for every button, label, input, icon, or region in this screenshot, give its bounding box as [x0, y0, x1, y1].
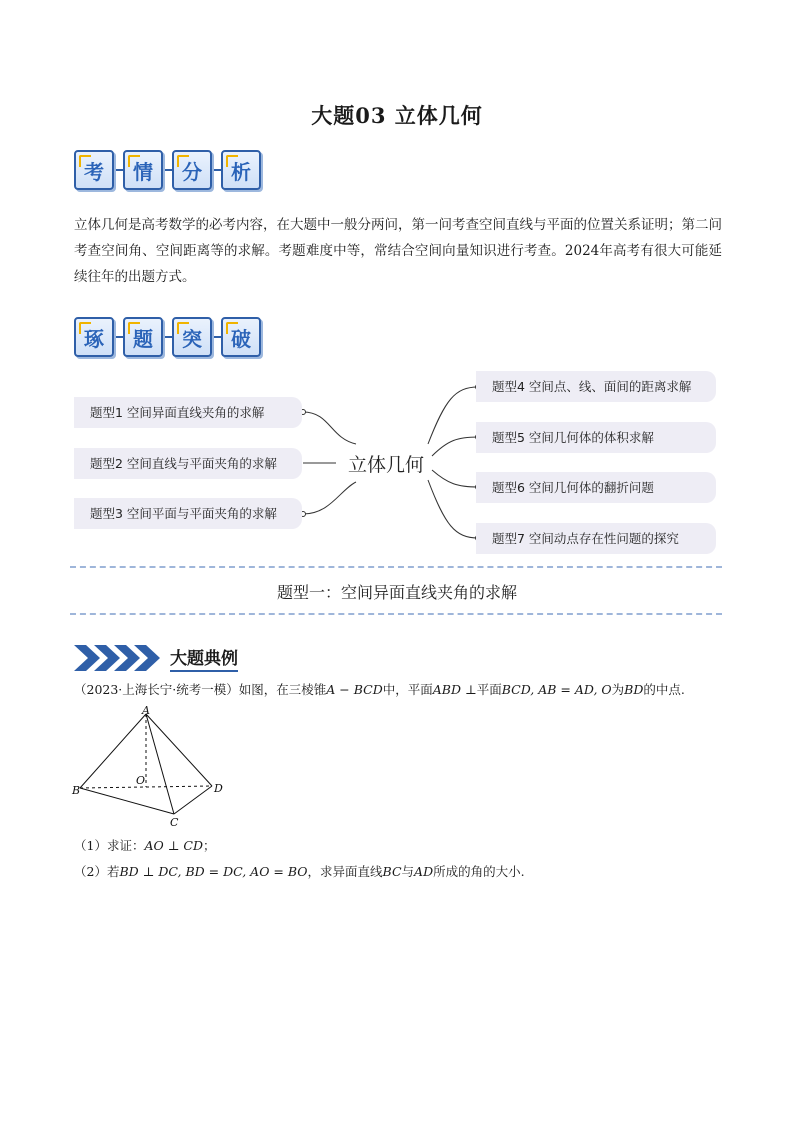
mindmap-item-type7: 题型7 空间动点存在性问题的探究 — [476, 523, 716, 554]
badge-connector — [163, 336, 172, 338]
badge-char: 情 — [123, 150, 163, 190]
problem-text: 的中点. — [643, 682, 685, 697]
connector-right-7 — [428, 480, 478, 538]
connector-right-4 — [428, 387, 478, 444]
question-number: （1）求证： — [74, 838, 145, 853]
analysis-paragraph: 立体几何是高考数学的必考内容，在大题中一般分两问，第一问考查空间直线与平面的位置关系证明；第二问考查空间角、空间距离等的求解。考题难度中等，常结合空间向量知识进行考查。2024年高考有很大可能延续往年的出题方式。 — [74, 217, 722, 285]
analysis-badge-row — [74, 148, 261, 192]
point-label-o: O — [136, 774, 146, 787]
page-title: 大题03 立体几何 — [311, 103, 483, 128]
vertex-label-c: C — [170, 816, 179, 829]
badge-char: 破 — [221, 317, 261, 357]
mindmap-center: 立体几何 — [348, 454, 425, 476]
badge-char: 分 — [172, 150, 212, 190]
badge-char: 突 — [172, 317, 212, 357]
badge-char: 题 — [123, 317, 163, 357]
mindmap-item-type6: 题型6 空间几何体的翻折问题 — [476, 472, 716, 503]
math-expr: AD — [414, 864, 434, 879]
connector-right-6 — [432, 470, 478, 487]
example-banner — [74, 644, 238, 672]
math-expr: BC — [382, 864, 402, 879]
problem-text: 平面 — [476, 682, 502, 697]
mindmap-item-type3: 题型3 空间平面与平面夹角的求解 — [74, 498, 302, 529]
breakthrough-badge-row — [74, 315, 261, 359]
vertex-label-b: B — [72, 784, 81, 797]
connector-right-5 — [432, 437, 478, 456]
question-text: ，求异面直线 — [307, 864, 383, 879]
mindmap-item-type5: 题型5 空间几何体的体积求解 — [476, 422, 716, 453]
question-number: （2）若 — [74, 864, 120, 879]
question-1 — [74, 836, 216, 856]
section-title: 题型一：空间异面直线夹角的求解 — [276, 583, 517, 602]
vertex-label-d: D — [214, 782, 223, 795]
badge-char: 考 — [74, 150, 114, 190]
badge-connector — [212, 169, 221, 171]
math-expr: BCD, AB = AD, O — [501, 682, 612, 697]
mindmap-item-type1: 题型1 空间异面直线夹角的求解 — [74, 397, 302, 428]
chevron-arrows-icon — [74, 645, 162, 671]
badge-connector — [114, 336, 123, 338]
section-divider-bottom — [70, 613, 722, 615]
question-text: 与 — [401, 864, 415, 879]
badge-connector — [114, 169, 123, 171]
question-text: ； — [203, 838, 216, 853]
math-expr: A − BCD — [326, 682, 383, 697]
problem-statement — [74, 680, 734, 700]
math-expr: BD — [624, 682, 644, 697]
badge-char: 析 — [221, 150, 261, 190]
connector-left-3 — [303, 482, 356, 514]
question-text: 所成的角的大小. — [433, 864, 525, 879]
math-expr: AO ⊥ CD — [144, 838, 204, 853]
badge-connector — [212, 336, 221, 338]
tetrahedron-figure — [70, 704, 230, 830]
problem-text: 中，平面 — [382, 682, 433, 697]
mindmap-item-type2: 题型2 空间直线与平面夹角的求解 — [74, 448, 302, 479]
section-divider-top — [70, 566, 722, 568]
mindmap-item-type4: 题型4 空间点、线、面间的距离求解 — [476, 371, 716, 402]
problem-source: （2023·上海长宁·统考一模）如图，在三棱锥 — [74, 682, 327, 697]
math-expr: ABD ⊥ — [432, 682, 477, 697]
badge-char: 琢 — [74, 317, 114, 357]
problem-text: 为 — [611, 682, 625, 697]
math-expr: BD ⊥ DC, BD = DC, AO = BO — [119, 864, 308, 879]
question-2 — [74, 862, 525, 882]
connector-left-1 — [303, 412, 356, 444]
example-label: 大题典例 — [170, 644, 238, 672]
vertex-label-a: A — [142, 704, 150, 717]
badge-connector — [163, 169, 172, 171]
